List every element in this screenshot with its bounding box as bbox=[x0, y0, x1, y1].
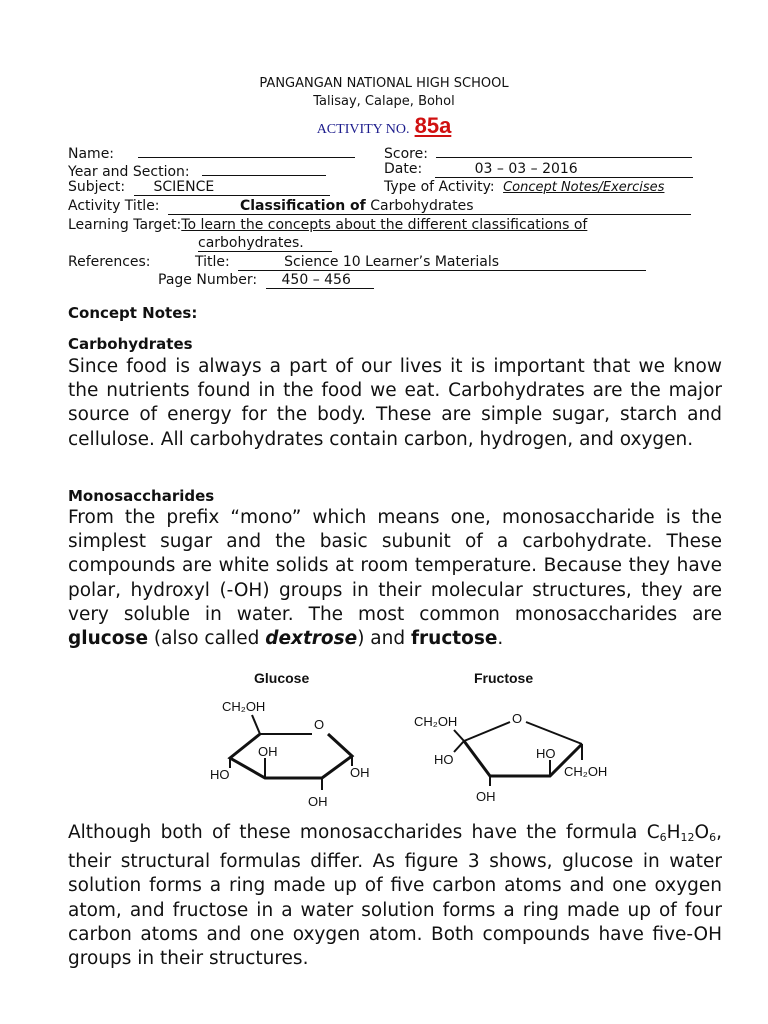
date-value: 03 – 03 – 2016 bbox=[435, 161, 693, 178]
learning-target-line2: carbohydrates. bbox=[198, 235, 332, 252]
learning-target-label: Learning Target: bbox=[68, 217, 182, 233]
carbohydrates-paragraph: Since food is always a part of our lives it is important that we know the nutrients found in the food we eat. Carbohydrates are the major source of energy for the body. These are simple sugar, starch and cellulose. All carbohydrates contain carbon, hydrogen, and oxygen. bbox=[68, 356, 722, 450]
fructose-figure-title: Fructose bbox=[474, 670, 534, 686]
glucose-oh-bottom: OH bbox=[308, 794, 328, 809]
score-label: Score: bbox=[384, 146, 428, 162]
date-field bbox=[384, 161, 693, 178]
formula-c: C bbox=[646, 822, 660, 843]
page-number-label: Page Number: bbox=[158, 272, 258, 288]
learning-target-line2-wrap bbox=[198, 235, 332, 252]
name-label: Name: bbox=[68, 146, 115, 162]
glucose-term: glucose bbox=[68, 628, 148, 650]
school-name: PANGANGAN NATIONAL HIGH SCHOOL bbox=[259, 76, 509, 91]
fructose-ring-oxygen: O bbox=[512, 711, 523, 726]
references-label: References: bbox=[68, 254, 151, 270]
glucose-ring-oxygen: O bbox=[314, 717, 325, 732]
glucose-ho-left: HO bbox=[210, 767, 230, 782]
activity-title-value bbox=[168, 198, 691, 215]
activity-label: ACTIVITY NO. bbox=[316, 122, 410, 137]
closing-text-end: , their structural formulas differ. As figure 3 shows, glucose in water solution forms a ring made up of five carbon atoms and one oxygen atom, and fructose in a water solution forms a ring made up of four carbon atoms and one oxygen atom. Both compounds have five-OH groups in their structures. bbox=[68, 822, 722, 970]
activity-type-value: Concept Notes/Exercises bbox=[503, 180, 665, 195]
name-field bbox=[68, 143, 355, 162]
references-field bbox=[68, 254, 646, 271]
year-section-field bbox=[68, 161, 326, 180]
date-label: Date: bbox=[384, 161, 423, 177]
ref-title-label: Title: bbox=[194, 254, 230, 270]
glucose-ch2oh-bond bbox=[252, 715, 260, 734]
fructose-ch2oh-bond bbox=[454, 730, 464, 741]
fructose-oh-bottom: OH bbox=[476, 789, 496, 804]
period-text: . bbox=[497, 628, 504, 650]
glucose-ring-front bbox=[230, 734, 352, 778]
activity-title-bold: Classification of bbox=[239, 198, 366, 214]
formula-c-sub: 6 bbox=[659, 831, 667, 844]
fructose-ch2oh-left: CH₂OH bbox=[414, 714, 458, 729]
monosaccharides-paragraph bbox=[68, 506, 722, 651]
ref-title-value: Science 10 Learner’s Materials bbox=[238, 254, 646, 271]
subject-field bbox=[68, 179, 330, 196]
fructose-ho-left: HO bbox=[434, 752, 454, 767]
score-field bbox=[384, 143, 692, 162]
activity-number: 85a bbox=[414, 113, 452, 138]
closing-paragraph bbox=[68, 821, 722, 971]
activity-type-field bbox=[384, 179, 664, 195]
subject-value: SCIENCE bbox=[134, 179, 330, 196]
fructose-c2-bond bbox=[454, 741, 464, 752]
formula-h: H bbox=[666, 822, 681, 843]
year-section-label: Year and Section: bbox=[68, 164, 190, 180]
fructose-ho-upper: HO bbox=[536, 746, 556, 761]
and-text: ) and bbox=[357, 628, 411, 650]
learning-target-line1: To learn the concepts about the different classifications of bbox=[181, 217, 588, 233]
formula-h-sub: 12 bbox=[680, 831, 695, 844]
score-blank bbox=[436, 143, 692, 158]
glucose-ch2oh-label: CH₂OH bbox=[222, 699, 266, 714]
page-number-value: 450 – 456 bbox=[266, 272, 374, 289]
learning-target-field bbox=[68, 217, 587, 233]
formula-o: O bbox=[694, 822, 710, 843]
year-section-blank bbox=[202, 161, 326, 176]
school-address: Talisay, Calape, Bohol bbox=[313, 94, 455, 109]
monosaccharides-heading: Monosaccharides bbox=[68, 487, 215, 505]
fructose-ring-back-right bbox=[526, 722, 582, 744]
fructose-ring-back-left bbox=[464, 722, 510, 741]
closing-text-start: Although both of these monosaccharides have the formula bbox=[68, 822, 647, 843]
glucose-oh-upper: OH bbox=[258, 744, 278, 759]
monosaccharides-text: From the prefix “mono” which means one, monosaccharide is the simplest sugar and the basic subunit of a carbohydrate. These compounds are white solids at room temperature. Because they have polar, hydroxyl (-OH) groups in their molecular structures, they are very soluble in water. The most common monosaccharides are bbox=[68, 507, 722, 625]
subject-label: Subject: bbox=[68, 179, 126, 195]
carbohydrates-heading: Carbohydrates bbox=[68, 335, 193, 353]
activity-title-rest: Carbohydrates bbox=[370, 198, 474, 214]
activity-title-label: Activity Title: bbox=[68, 198, 160, 214]
also-called-text: (also called bbox=[148, 628, 266, 650]
concept-notes-heading: Concept Notes: bbox=[68, 304, 198, 322]
page-number-field bbox=[158, 272, 374, 289]
monosaccharide-structures-figure bbox=[190, 664, 640, 814]
name-blank bbox=[138, 143, 355, 158]
glucose-figure-title: Glucose bbox=[254, 670, 310, 686]
dextrose-term: dextrose bbox=[265, 628, 358, 650]
activity-number-line bbox=[0, 113, 768, 139]
activity-title-field bbox=[68, 198, 691, 215]
fructose-ch2oh-right: CH₂OH bbox=[564, 764, 608, 779]
fructose-term: fructose bbox=[410, 628, 498, 650]
activity-type-label: Type of Activity: bbox=[384, 179, 495, 195]
formula-o-sub: 6 bbox=[709, 831, 717, 844]
glucose-oh-right: OH bbox=[350, 765, 370, 780]
